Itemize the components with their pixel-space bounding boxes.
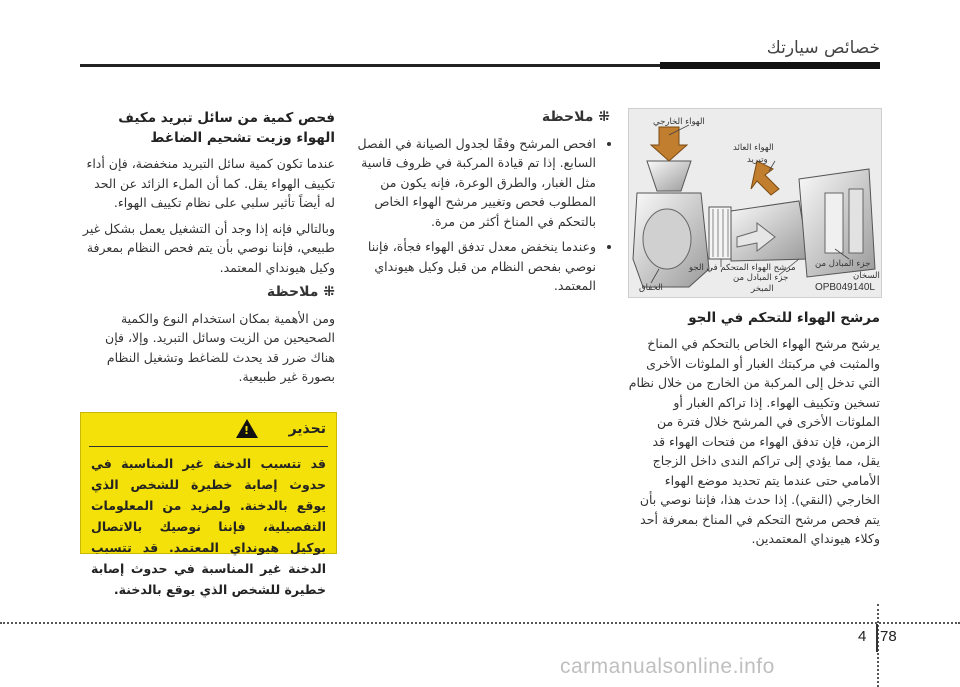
chapter-number: 4 [858, 628, 867, 645]
section-header-title: خصائص سيارتك [766, 38, 880, 58]
note-bullet-list [355, 134, 610, 296]
blower-wheel-shape [643, 209, 691, 269]
caution-divider [89, 446, 328, 447]
footer-rule [0, 622, 960, 624]
middle-column [355, 108, 610, 302]
note-text-left: ومن الأهمية بمكان استخدام النوع والكمية الصحيحين من الزيت وسائل التبريد. وإلا، فإن هناك ضرر قد يحدث للضاغط وتشغيل النظام بصورة غير طبيعية. [105, 310, 335, 384]
climate-filter-heading: مرشح الهواء للتحكم في الجو [688, 310, 880, 326]
caution-box [80, 412, 337, 597]
label-evaporator: جزء المبادل من [733, 273, 789, 283]
climate-filter-diagram [628, 108, 882, 298]
label-heater-2: السخان [853, 271, 880, 281]
page-number: 78 [880, 628, 897, 645]
caution-text: قد تتسبب الدخنة غير المناسبة في حدوث إصابة خطيرة للشخص الذي يوقع بالدخنة. ولمزيد من المعلومات التفصيلية، فإننا نوصيك بالاتصال بوكيل هيونداي المعتمد. قد تتسبب الدخنة غير المناسبة في حدوث إصابة خطيرة للشخص الذي يوقع بالدخنة. [91, 456, 326, 597]
label-blower: الخفاق [639, 283, 663, 293]
label-outside-air: الهواء الخارجي [653, 117, 705, 127]
right-column [628, 308, 880, 555]
watermark: carmanualsonline.info [560, 655, 775, 678]
note-title-middle: ⁜ ملاحظة [541, 109, 610, 125]
label-evaporator-2: المبخر [751, 284, 774, 294]
label-recirculated-air: الهواء العائد [733, 143, 774, 153]
refrigerant-paragraph-2: وبالتالي فإنه إذا وجد أن التشغيل يعمل بشكل غير طبيعي، فإننا نوصي بأن يتم فحص النظام بمعرفة وكيل هيونداي المعتمد. [82, 220, 335, 275]
list-item: • افحص المرشح وفقًا لجدول الصيانة في الفصل السابع. إذا تم قيادة المركبة في ظروف قاسية مثل الغبار، والطرق الوعرة، فإنه يكون من المطلوب فحص وتغيير مرشح الهواء الخاص بالتحكم في المناخ أكثر من مرة. [355, 134, 596, 232]
outside-air-intake-shape [647, 161, 691, 191]
exclamation-icon: ! [243, 424, 249, 437]
caution-title: تحذير [288, 421, 326, 437]
label-filter: مرشح الهواء المتحكم في الجو [689, 263, 796, 273]
note-icon: ⁜ [318, 284, 335, 300]
recirculated-air-arrow-icon [751, 161, 779, 195]
evaporator-core-shape [825, 193, 843, 253]
header-rule-accent [660, 62, 880, 69]
label-heater: جزء المبادل من [815, 259, 871, 269]
refrigerant-paragraph-1: عندما تكون كمية سائل التبريد منخفضة، فإن أداء تكييف الهواء يقل. كما أن الملء الزائد عن الحد له أيضاً تأثير سلبي على نظام تكييف الهواء. [86, 156, 335, 210]
list-item: • وعندما ينخفض معدل تدفق الهواء فجأة، فإننا نوصي بفحص النظام من قبل وكيل هيونداي المعتمد. [355, 237, 596, 296]
note-icon: ⁜ [593, 109, 610, 125]
page-number-divider [876, 624, 878, 652]
note-title-left: ⁜ ملاحظة [266, 284, 335, 300]
outside-air-arrow-icon [651, 127, 687, 161]
refrigerant-check-heading: فحص كمية من سائل تبريد مكيف الهواء وزيت تشحيم الضاغط [118, 110, 335, 146]
left-column [80, 108, 335, 393]
label-recirculated-air-2: وتبريد [747, 155, 768, 165]
duct-shape [731, 201, 809, 261]
climate-filter-paragraph: يرشح مرشح الهواء الخاص بالتحكم في المناخ والمثبت في مركبتك الغبار أو الملوثات الأخرى التي تدخل إلى المركبة من الخارج من خلال نظام تسخين وتكييف الهواء. إذا تراكم الغبار أو الملوثات الأخرى في المرشح خلال فترة من الزمن، فإن تدفق الهواء من فتحات الهواء قد يقل، مما يؤدي إلى تراكم الندى داخل الزجاج الأمامي حتى عندما يتم تحديد موضع الهواء الخارجي (النقي). إذا حدث هذا، فإننا نوصي بأن يتم فحص مرشح التحكم في المناخ بمعرفة أحد وكلاء هيونداي المعتمدين. [628, 336, 880, 546]
figure-code: OPB049140L [814, 282, 875, 293]
